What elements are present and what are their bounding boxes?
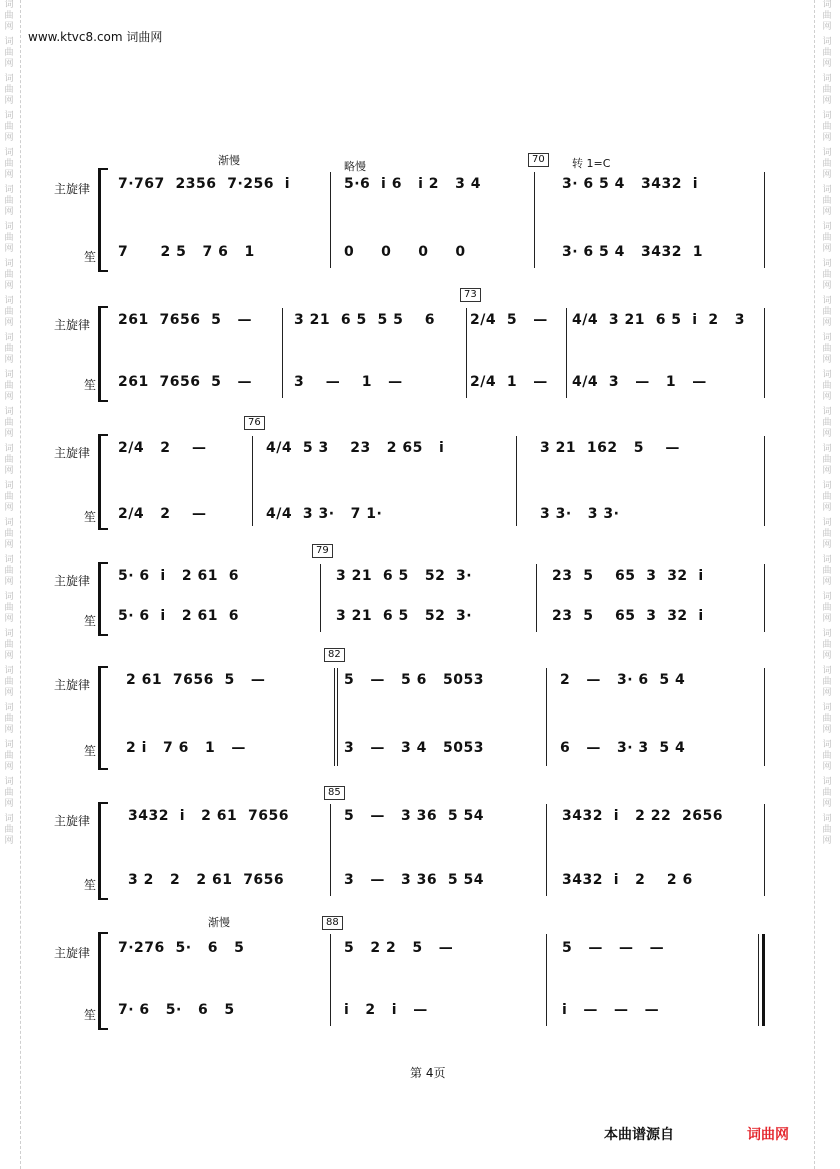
right-margin-line xyxy=(814,0,815,1169)
part-label-lower: 笙 xyxy=(84,1008,97,1022)
barline xyxy=(764,668,765,766)
upper-measure: 23 5 65 3 32 i xyxy=(552,568,704,584)
barline xyxy=(330,172,331,268)
upper-measure: 3 21 6 5 52 3· xyxy=(336,568,473,584)
lower-measure: i 2 i — xyxy=(344,1002,428,1018)
brand-link[interactable]: 词曲网 xyxy=(747,1127,789,1143)
measure-number-79: 79 xyxy=(312,544,333,558)
measure-number-73: 73 xyxy=(460,288,481,302)
upper-measure: 5 — — — xyxy=(562,940,665,956)
system-brace xyxy=(98,802,108,900)
barline xyxy=(282,308,283,398)
lower-measure: 3· 6 5 4 3432 1 xyxy=(562,244,703,260)
upper-measure: 3 21 162 5 — xyxy=(540,440,680,456)
upper-measure: 4/4 5 3 23 2 65 i xyxy=(266,440,445,456)
upper-measure: 2/4 5 — xyxy=(470,312,548,328)
barline xyxy=(330,804,331,896)
barline xyxy=(536,564,537,632)
barline xyxy=(546,804,547,896)
lower-measure: 3 — 3 4 5053 xyxy=(344,740,484,756)
barline xyxy=(516,436,517,526)
tempo-rit-3: 渐慢 xyxy=(208,916,230,929)
upper-measure: 5·6 i 6 i 2 3 4 xyxy=(344,176,481,192)
part-label-upper: 主旋律 xyxy=(54,182,91,196)
site-header[interactable]: www.ktvc8.com 词曲网 xyxy=(28,30,163,44)
repeat-barline xyxy=(334,668,335,766)
part-label-upper: 主旋律 xyxy=(54,318,91,332)
system-brace xyxy=(98,932,108,1030)
measure-number-82: 82 xyxy=(324,648,345,662)
lower-measure: 2/4 1 — xyxy=(470,374,548,390)
part-label-upper: 主旋律 xyxy=(54,814,91,828)
system-brace xyxy=(98,562,108,636)
barline xyxy=(764,436,765,526)
upper-measure: 3 21 6 5 5 5 6 xyxy=(294,312,436,328)
part-label-lower: 笙 xyxy=(84,878,97,892)
tempo-rit-2: 略慢 xyxy=(344,160,366,173)
system-brace xyxy=(98,168,108,272)
lower-measure: i — — — xyxy=(562,1002,660,1018)
lower-measure: 6 — 3· 3 5 4 xyxy=(560,740,686,756)
upper-measure: 2 — 3· 6 5 4 xyxy=(560,672,686,688)
part-label-upper: 主旋律 xyxy=(54,574,91,588)
upper-measure: 2/4 2 — xyxy=(118,440,207,456)
lower-measure: 3 3· 3 3· xyxy=(540,506,620,522)
barline xyxy=(330,934,331,1026)
lower-measure: 4/4 3 — 1 — xyxy=(572,374,707,390)
left-watermark: 词 曲 网 词 曲 网 词 曲 网 词 曲 网 词 曲 网 词 曲 网 词 曲 网 词 曲 网 词 曲 网 词 曲 网 词 曲 网 词 曲 网 词 曲 网 词 曲 网 词 曲 网 词 曲 网 词 曲 网 词 曲 网 词 曲 网 词 曲 网 词 曲 网 词 曲 网 词 曲 网 xyxy=(4,0,14,846)
part-label-lower: 笙 xyxy=(84,614,97,628)
lower-measure: 4/4 3 3· 7 1· xyxy=(266,506,383,522)
lower-measure: 3 — 1 — xyxy=(294,374,403,390)
barline xyxy=(546,934,547,1026)
page-number: 第 4页 xyxy=(410,1066,446,1080)
measure-number-85: 85 xyxy=(324,786,345,800)
part-label-lower: 笙 xyxy=(84,378,97,392)
part-label-upper: 主旋律 xyxy=(54,946,91,960)
upper-measure: 4/4 3 21 6 5 i 2 3 xyxy=(572,312,745,328)
source-label: 本曲谱源自 xyxy=(604,1127,674,1143)
upper-measure: 3432 i 2 61 7656 xyxy=(128,808,289,824)
part-label-lower: 笙 xyxy=(84,744,97,758)
lower-measure: 0 0 0 0 xyxy=(344,244,466,260)
upper-measure: 5 — 5 6 5053 xyxy=(344,672,484,688)
upper-measure: 2 61 7656 5 — xyxy=(126,672,266,688)
part-label-lower: 笙 xyxy=(84,510,97,524)
barline xyxy=(534,172,535,268)
measure-number-76: 76 xyxy=(244,416,265,430)
barline xyxy=(764,308,765,398)
barline xyxy=(764,804,765,896)
lower-measure: 7 2 5 7 6 1 xyxy=(118,244,255,260)
upper-measure: 5 2 2 5 — xyxy=(344,940,454,956)
lower-measure: 3432 i 2 2 6 xyxy=(562,872,693,888)
barline xyxy=(566,308,567,398)
upper-measure: 5· 6 i 2 61 6 xyxy=(118,568,239,584)
lower-measure: 3 2 2 2 61 7656 xyxy=(128,872,285,888)
lower-measure: 5· 6 i 2 61 6 xyxy=(118,608,239,624)
upper-measure: 7·767 2356 7·256 i xyxy=(118,176,291,192)
final-barline-thin xyxy=(758,934,759,1026)
measure-number-88: 88 xyxy=(322,916,343,930)
lower-measure: 261 7656 5 — xyxy=(118,374,253,390)
system-brace xyxy=(98,306,108,402)
barline xyxy=(546,668,547,766)
barline xyxy=(320,564,321,632)
final-barline-thick xyxy=(762,934,765,1026)
repeat-barline xyxy=(337,668,338,766)
barline xyxy=(466,308,467,398)
lower-measure: 2 i 7 6 1 — xyxy=(126,740,246,756)
upper-measure: 3· 6 5 4 3432 i xyxy=(562,176,699,192)
barline xyxy=(252,436,253,526)
part-label-upper: 主旋律 xyxy=(54,678,91,692)
tempo-rit-1: 渐慢 xyxy=(218,154,240,167)
right-watermark: 词 曲 网 词 曲 网 词 曲 网 词 曲 网 词 曲 网 词 曲 网 词 曲 网 词 曲 网 词 曲 网 词 曲 网 词 曲 网 词 曲 网 词 曲 网 词 曲 网 词 曲 网 词 曲 网 词 曲 网 词 曲 网 词 曲 网 词 曲 网 词 曲 网 词 曲 网 词 曲 网 xyxy=(822,0,832,846)
key-change: 转 1=C xyxy=(572,157,611,170)
upper-measure: 7·276 5· 6 5 xyxy=(118,940,245,956)
measure-number-70: 70 xyxy=(528,153,549,167)
system-brace xyxy=(98,434,108,530)
upper-measure: 5 — 3 36 5 54 xyxy=(344,808,484,824)
lower-measure: 23 5 65 3 32 i xyxy=(552,608,704,624)
upper-measure: 261 7656 5 — xyxy=(118,312,253,328)
barline xyxy=(764,172,765,268)
lower-measure: 7· 6 5· 6 5 xyxy=(118,1002,235,1018)
barline xyxy=(764,564,765,632)
lower-measure: 3 — 3 36 5 54 xyxy=(344,872,484,888)
lower-measure: 3 21 6 5 52 3· xyxy=(336,608,473,624)
left-margin-line xyxy=(20,0,21,1169)
part-label-upper: 主旋律 xyxy=(54,446,91,460)
upper-measure: 3432 i 2 22 2656 xyxy=(562,808,723,824)
lower-measure: 2/4 2 — xyxy=(118,506,207,522)
system-brace xyxy=(98,666,108,770)
part-label-lower: 笙 xyxy=(84,250,97,264)
